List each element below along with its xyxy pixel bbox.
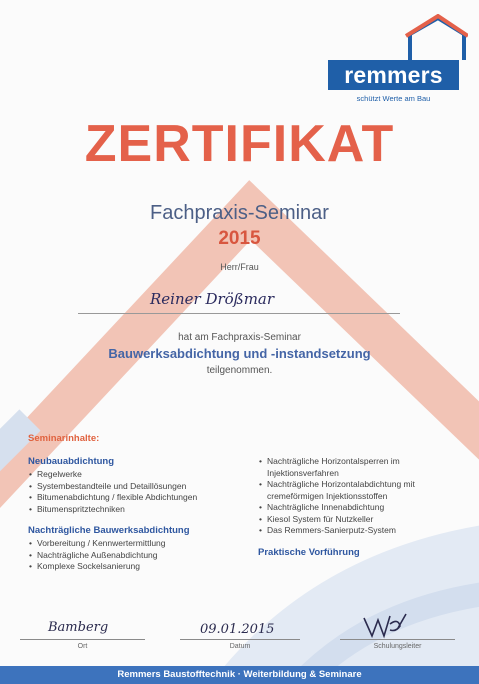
leader-caption: Schulungsleiter: [373, 643, 422, 650]
leader-signature: [360, 610, 410, 640]
content-list: [28, 538, 253, 573]
participant-name: Reiner Drößmar: [150, 290, 275, 308]
list-item: • Das Remmers-Sanierputz-System: [258, 525, 468, 537]
leader-line: [340, 639, 455, 640]
list-item: • Kiesol System für Nutzkeller: [258, 514, 468, 526]
date-handwriting: 09.01.2015: [200, 622, 275, 637]
intro-text: hat am Fachpraxis-Seminar: [178, 332, 301, 343]
course-title: Bauwerksabdichtung und -instandsetzung: [108, 346, 371, 361]
place-line: [20, 639, 145, 640]
place-caption: Ort: [77, 643, 88, 650]
content-column-left: [28, 456, 253, 583]
content-list: [28, 469, 253, 515]
date-caption: Datum: [229, 643, 251, 650]
content-list: [258, 456, 468, 537]
logo-wordmark: remmers: [328, 60, 459, 90]
group-title: Nachträgliche Bauwerksabdichtung: [28, 525, 190, 536]
logo-tagline: schützt Werte am Bau: [356, 94, 431, 103]
place-handwriting: Bamberg: [48, 620, 109, 635]
list-item: • Komplexe Sockelsanierung: [28, 561, 253, 573]
list-item: • Systembestandteile und Detaillösungen: [28, 481, 253, 493]
outro-text: teilgenommen.: [206, 365, 273, 376]
list-item: • Nachträgliche Horizontalabdichtung mit cremeförmigen Injektionsstoffen: [258, 479, 468, 502]
seminar-year: 2015: [218, 228, 261, 249]
group-title: Neubauabdichtung: [28, 456, 115, 467]
list-item: • Regelwerke: [28, 469, 253, 481]
date-line: [180, 639, 300, 640]
list-item: • Nachträgliche Außenabdichtung: [28, 550, 253, 562]
list-item: • Nachträgliche Innenabdichtung: [258, 502, 468, 514]
seminar-type: Fachpraxis-Seminar: [150, 202, 329, 224]
certificate-title: ZERTIFIKAT: [84, 115, 395, 173]
list-item: • Nachträgliche Horizontalsperren im Injektionsverfahren: [258, 456, 468, 479]
list-item: • Vorbereitung / Kennwertermittlung: [28, 538, 253, 550]
remmers-logo: [328, 14, 468, 103]
list-item: • Bitumenabdichtung / flexible Abdichtungen: [28, 492, 253, 504]
seminar-contents-heading: Seminarinhalte:: [28, 433, 100, 444]
footer-bar: Remmers Baustofftechnik · Weiterbildung & Seminare: [0, 666, 479, 684]
name-underline: [78, 313, 400, 314]
house-logo-icon: [328, 14, 468, 64]
content-column-right: [258, 456, 468, 558]
salutation-label: Herr/Frau: [220, 262, 259, 272]
list-item: • Bitumenspritztechniken: [28, 504, 253, 516]
practical-demo-heading: Praktische Vorführung: [258, 546, 360, 558]
